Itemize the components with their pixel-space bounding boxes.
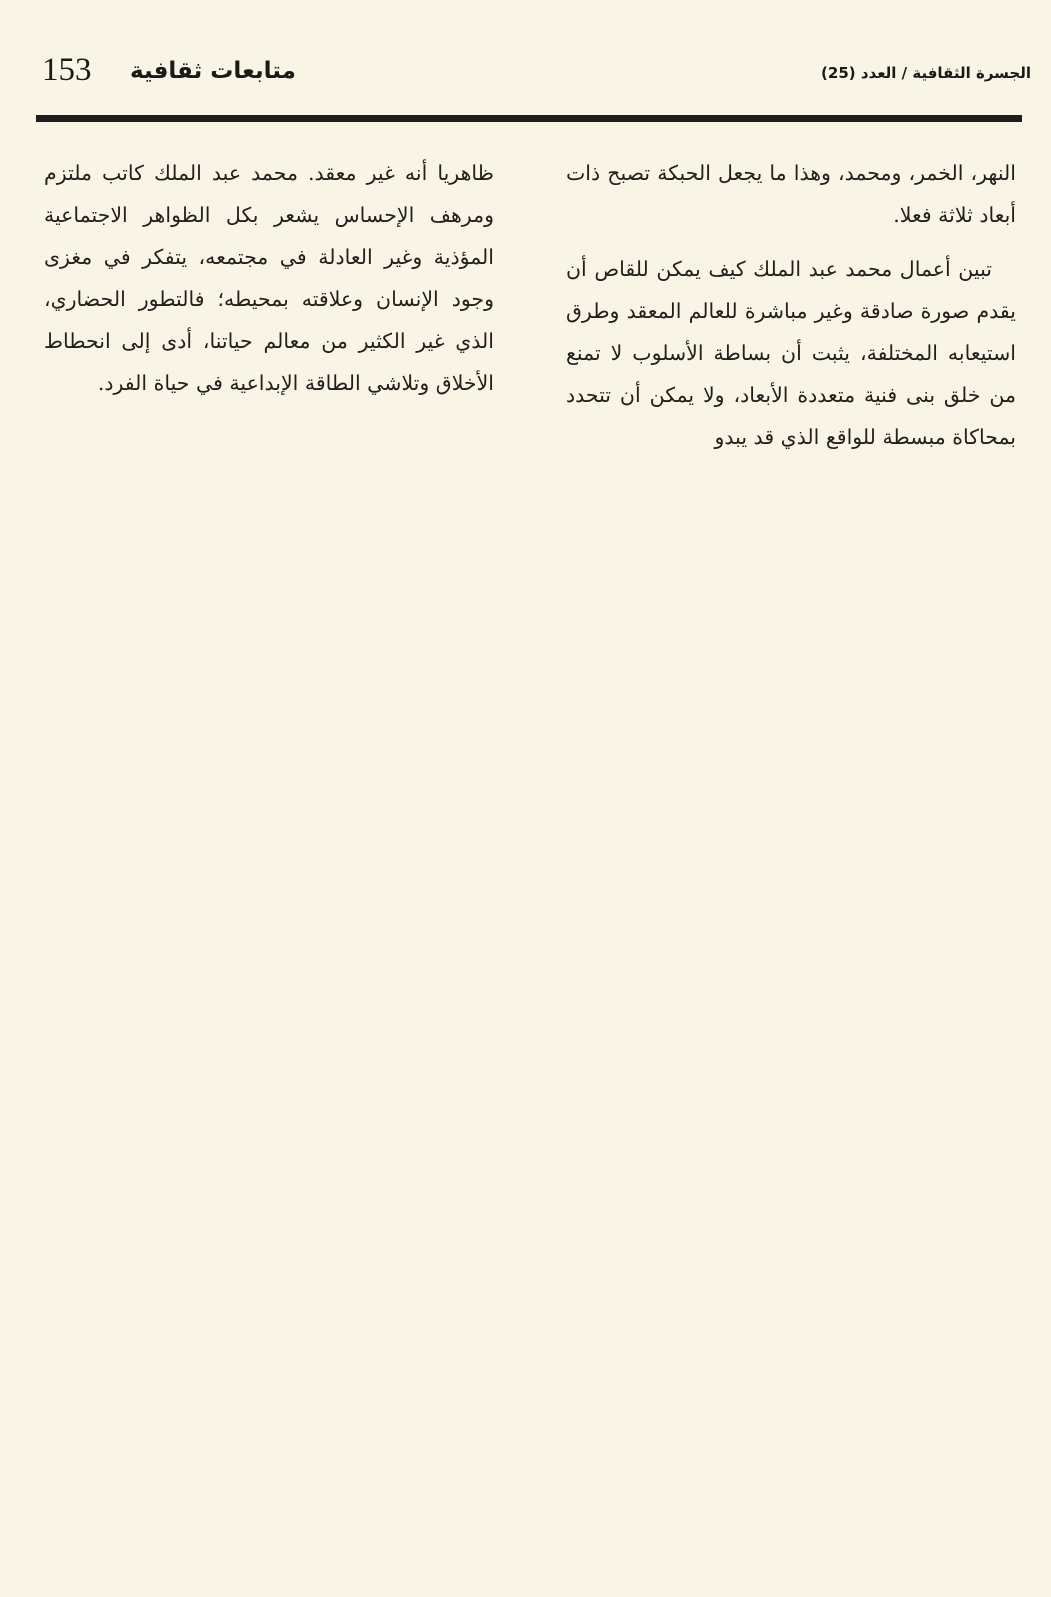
page-number: 153 — [42, 52, 92, 88]
right-column — [566, 152, 1016, 458]
paragraph: النهر، الخمر، ومحمد، وهذا ما يجعل الحبكة تصبح ذات أبعاد ثلاثة فعلا. — [566, 161, 1016, 227]
left-column — [44, 152, 494, 404]
header-rule — [36, 115, 1022, 122]
running-head: الجسرة الثقافية / العدد (25) — [821, 64, 1031, 82]
paragraph: تبين أعمال محمد عبد الملك كيف يمكن للقاص أن يقدم صورة صادقة وغير مباشرة للعالم المعقد وطرق استيعابه المختلفة، يثبت أن بساطة الأسلوب لا تمنع من خلق بنى فنية متعددة الأبعاد، ولا يمكن أن تتحدد بمحاكاة مبسطة للواقع الذي قد يبدو — [566, 257, 1016, 449]
section-title: متابعات ثقافية — [130, 58, 296, 84]
paragraph: ظاهريا أنه غير معقد. محمد عبد الملك كاتب ملتزم ومرهف الإحساس يشعر بكل الظواهر الاجتماعية المؤذية وغير العادلة في مجتمعه، يتفكر في مغزى وجود الإنسان وعلاقته بمحيطه؛ فالتطور الحضاري، الذي غير الكثير من معالم حياتنا، أدى إلى انحطاط الأخلاق وتلاشي الطاقة الإبداعية في حياة الفرد. — [44, 161, 494, 395]
page-header — [0, 0, 1051, 125]
